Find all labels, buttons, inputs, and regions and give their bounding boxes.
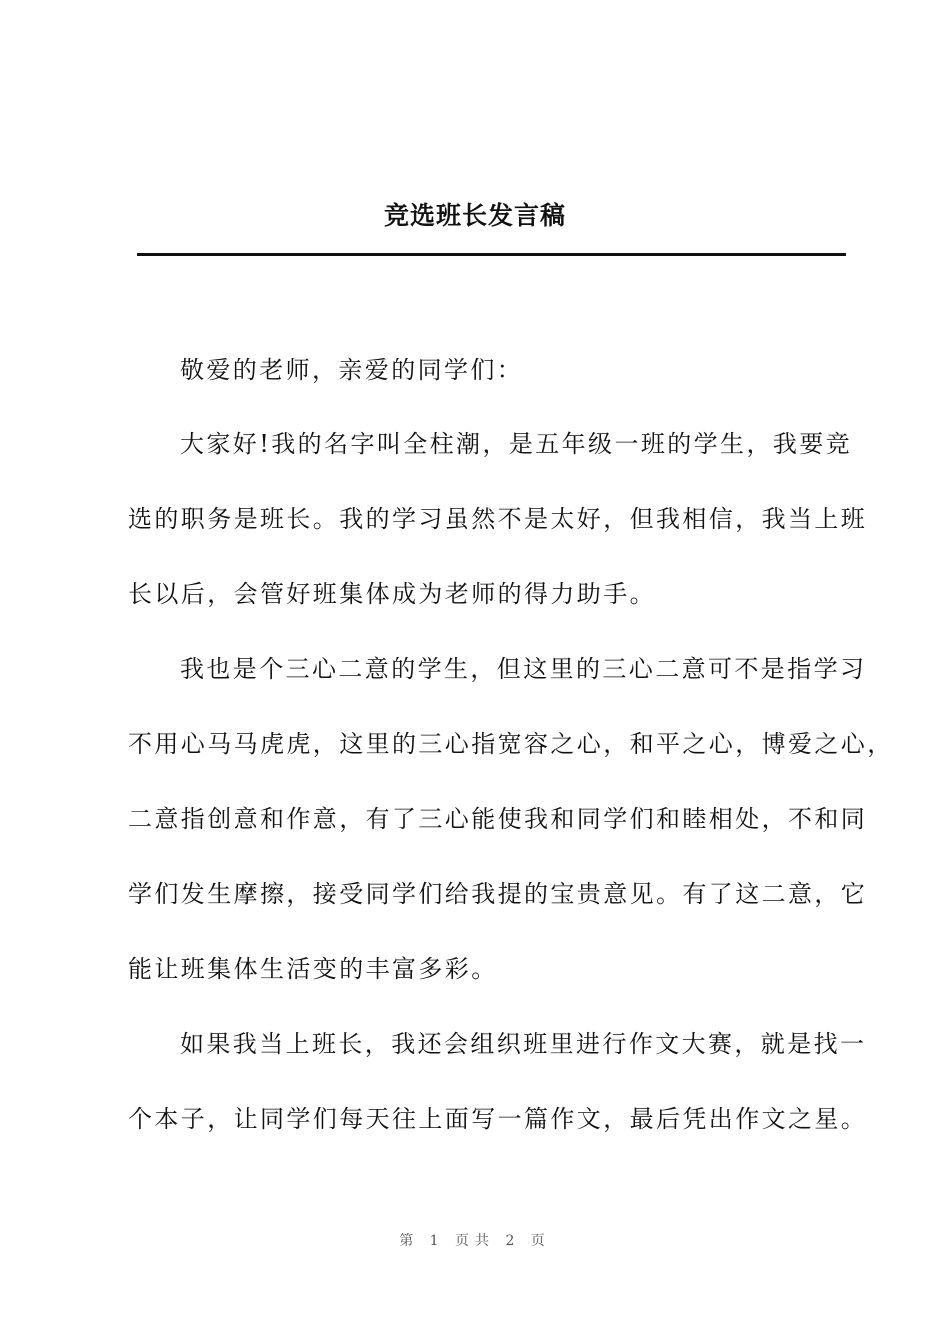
paragraph-line: 不用心马马虎虎，这里的三心指宽容之心，和平之心，博爱之心，	[128, 730, 894, 758]
paragraph-line: 长以后，会管好班集体成为老师的得力助手。	[128, 580, 656, 608]
paragraph-line: 能让班集体生活变的丰富多彩。	[128, 955, 498, 983]
paragraph-line: 敬爱的老师，亲爱的同学们：	[180, 356, 524, 384]
page-number-footer: 第 1 页共 2 页	[399, 1233, 551, 1249]
document-title: 竞选班长发言稿	[383, 201, 566, 230]
paragraph-line: 如果我当上班长，我还会组织班里进行作文大赛，就是找一	[180, 1030, 867, 1058]
paragraph-line: 选的职务是班长。我的学习虽然不是太好，但我相信，我当上班	[128, 505, 868, 533]
title-underline	[137, 253, 846, 256]
paragraph-line: 个本子，让同学们每天往上面写一篇作文，最后凭出作文之星。	[128, 1105, 868, 1133]
paragraph-line: 大家好!我的名字叫全柱潮，是五年级一班的学生，我要竞	[180, 430, 853, 458]
paragraph-line: 二意指创意和作意，有了三心能使我和同学们和睦相处，不和同	[128, 805, 868, 833]
paragraph-line: 我也是个三心二意的学生，但这里的三心二意可不是指学习	[180, 655, 867, 683]
paragraph-line: 学们发生摩擦，接受同学们给我提的宝贵意见。有了这二意，它	[128, 880, 868, 908]
